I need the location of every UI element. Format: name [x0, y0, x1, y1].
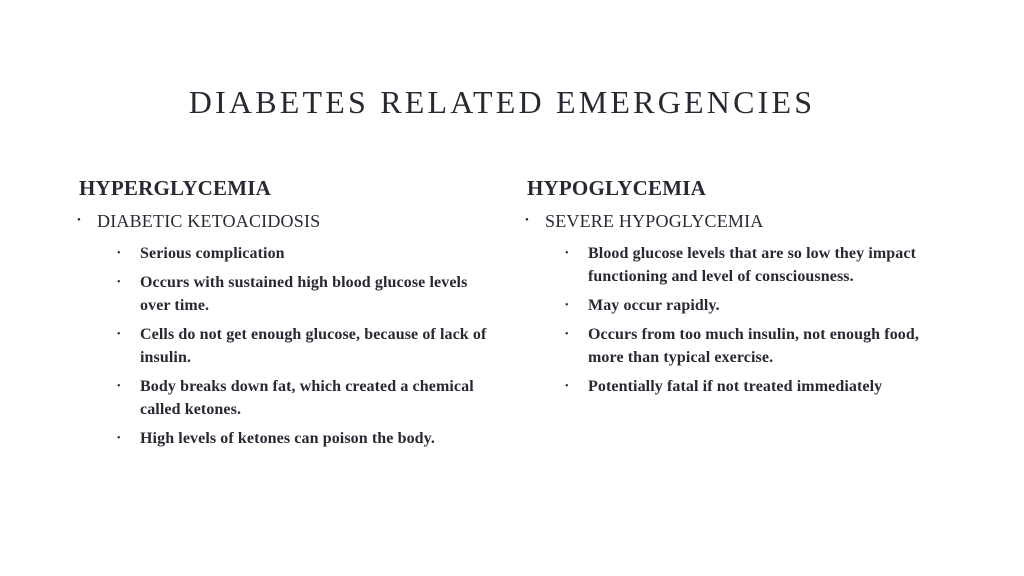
bullet-icon: •	[117, 329, 121, 340]
list-item	[79, 271, 489, 317]
list-item	[527, 242, 957, 288]
list-item-text: Serious complication	[140, 245, 285, 262]
bullet-icon: •	[117, 381, 121, 392]
bullet-icon: •	[525, 214, 530, 226]
level1-label: DIABETIC KETOACIDOSIS	[97, 211, 321, 231]
list-item	[79, 427, 489, 450]
list-item-text: High levels of ketones can poison the body.	[140, 430, 436, 447]
list-item-text: Body breaks down fat, which created a chemical called ketones.	[140, 378, 474, 418]
hyperglycemia-list	[79, 242, 489, 450]
list-item-text: Occurs from too much insulin, not enough food, more than typical exercise.	[588, 326, 920, 366]
list-item-text: Potentially fatal if not treated immediately	[588, 378, 883, 395]
list-item	[79, 323, 489, 369]
list-item	[527, 375, 957, 398]
bullet-icon: •	[117, 248, 121, 259]
list-item-text: May occur rapidly.	[588, 297, 720, 314]
list-item-text: Occurs with sustained high blood glucose levels over time.	[140, 274, 468, 314]
list-item	[79, 242, 489, 265]
slide-title: DIABETES RELATED EMERGENCIES	[188, 84, 816, 120]
bullet-icon: •	[117, 433, 121, 444]
list-item-text: Cells do not get enough glucose, because of lack of insulin.	[140, 326, 487, 366]
hypoglycemia-list	[527, 242, 957, 398]
list-item	[527, 294, 957, 317]
bullet-icon: •	[117, 277, 121, 288]
hyperglycemia-heading: HYPERGLYCEMIA	[79, 176, 272, 200]
list-item-text: Blood glucose levels that are so low they impact functioning and level of consciousness.	[588, 245, 917, 285]
bullet-icon: •	[77, 214, 82, 226]
bullet-icon: •	[565, 248, 569, 259]
hypoglycemia-heading: HYPOGLYCEMIA	[527, 176, 706, 200]
bullet-icon: •	[565, 300, 569, 311]
hyperglycemia-column	[79, 176, 489, 456]
severe-hypoglycemia-bullet	[527, 211, 957, 232]
level1-label: SEVERE HYPOGLYCEMIA	[545, 211, 764, 231]
list-item	[79, 375, 489, 421]
hypoglycemia-column	[527, 176, 957, 404]
bullet-icon: •	[565, 381, 569, 392]
list-item	[527, 323, 957, 369]
bullet-icon: •	[565, 329, 569, 340]
diabetic-ketoacidosis-bullet	[79, 211, 489, 232]
